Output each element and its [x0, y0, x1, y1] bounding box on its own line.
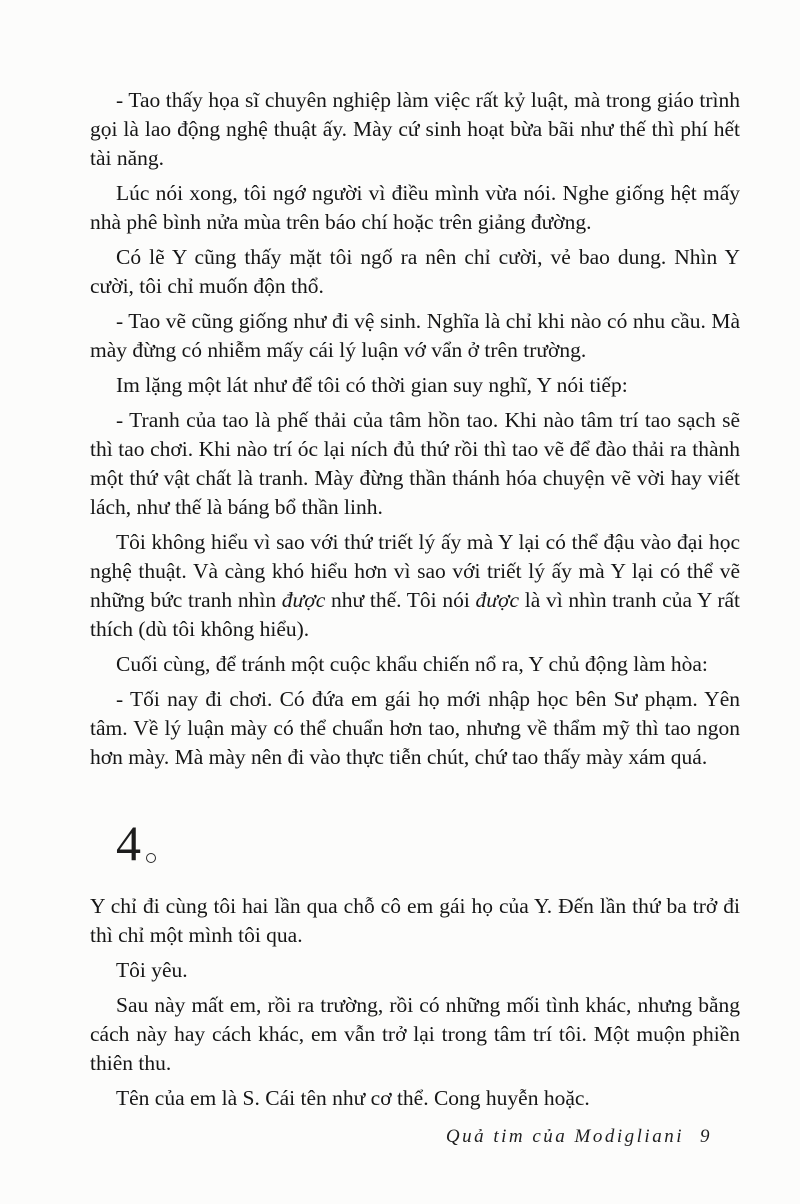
running-footer: [446, 1126, 712, 1148]
text-run: Im lặng một lát như để tôi có thời gian suy nghĩ, Y nói tiếp:: [116, 373, 628, 397]
paragraph: [90, 371, 740, 400]
running-title: Quả tim của Modigliani: [445, 1126, 684, 1147]
text-run: Có lẽ Y cũng thấy mặt tôi ngố ra nên chỉ cười, vẻ bao dung. Nhìn Y cười, tôi chỉ muốn độn thổ.: [90, 245, 740, 298]
paragraph: [90, 685, 740, 772]
paragraph: [90, 179, 740, 237]
paragraph: [90, 86, 740, 173]
text-run: Tên của em là S. Cái tên như cơ thể. Cong huyễn hoặc.: [116, 1086, 590, 1110]
paragraph: [90, 528, 740, 644]
page-content: [90, 86, 740, 1119]
paragraph: [90, 892, 740, 950]
paragraph: [90, 406, 740, 522]
text-run: - Tao thấy họa sĩ chuyên nghiệp làm việc rất kỷ luật, mà trong giáo trình gọi là lao động nghệ thuật ấy. Mày cứ sinh hoạt bừa bãi như thế thì phí hết tài năng.: [90, 88, 740, 170]
page-number: 9: [700, 1126, 712, 1147]
paragraph: [90, 956, 740, 985]
text-run: Tôi không hiểu vì sao với thứ triết lý ấy mà Y lại có thể đậu vào đại học nghệ thuật. Và càng khó hiểu hơn vì sao với triết lý ấy mà Y lại có thể vẽ những bức tranh nhìn: [90, 530, 740, 612]
text-run: Tôi yêu.: [116, 958, 188, 982]
text-run: Sau này mất em, rồi ra trường, rồi có những mối tình khác, nhưng bằng cách này hay cách khác, em vẫn trở lại trong tâm trí tôi. Một muộn phiền thiên thu.: [90, 993, 740, 1075]
text-run: - Tranh của tao là phế thải của tâm hồn tao. Khi nào tâm trí tao sạch sẽ thì tao chơi. Khi nào trí óc lại ních đủ thứ rồi thì tao vẽ để đào thải ra thành một thứ vật chất là tranh. Mày đừng thần thánh hóa chuyện vẽ vời hay viết lách, như thế là báng bổ thần linh.: [90, 408, 740, 519]
text-run: như thế. Tôi nói: [325, 588, 476, 612]
text-run: - Tao vẽ cũng giống như đi vệ sinh. Nghĩa là chỉ khi nào có nhu cầu. Mà mày đừng có nhiễm mấy cái lý luận vớ vẩn ở trên trường.: [90, 309, 740, 362]
paragraph: [90, 1084, 740, 1113]
text-run: - Tối nay đi chơi. Có đứa em gái họ mới nhập học bên Sư phạm. Yên tâm. Về lý luận mày có thể chuẩn hơn tao, nhưng về thẩm mỹ thì tao ngon hơn mày. Mà mày nên đi vào thực tiễn chút, chứ tao thấy mày xám quá.: [90, 687, 740, 769]
paragraph: [90, 243, 740, 301]
text-run: Lúc nói xong, tôi ngớ người vì điều mình vừa nói. Nghe giống hệt mấy nhà phê bình nửa mùa trên báo chí hoặc trên giảng đường.: [90, 181, 740, 234]
paragraph: [90, 991, 740, 1078]
emphasized-text: được: [281, 588, 326, 612]
text-run: Y chỉ đi cùng tôi hai lần qua chỗ cô em gái họ của Y. Đến lần thứ ba trở đi thì chỉ một mình tôi qua.: [90, 894, 740, 947]
chapter-period-ornament-icon: [146, 853, 156, 863]
emphasized-text: được: [475, 588, 520, 612]
chapter-number: 4: [116, 815, 141, 871]
paragraph: [90, 650, 740, 679]
text-run: Cuối cùng, để tránh một cuộc khẩu chiến nổ ra, Y chủ động làm hòa:: [116, 652, 708, 676]
paragraph: [90, 307, 740, 365]
text-run: là vì nhìn tranh của Y rất thích (dù tôi không hiểu).: [90, 588, 740, 641]
chapter-heading: [116, 810, 740, 871]
